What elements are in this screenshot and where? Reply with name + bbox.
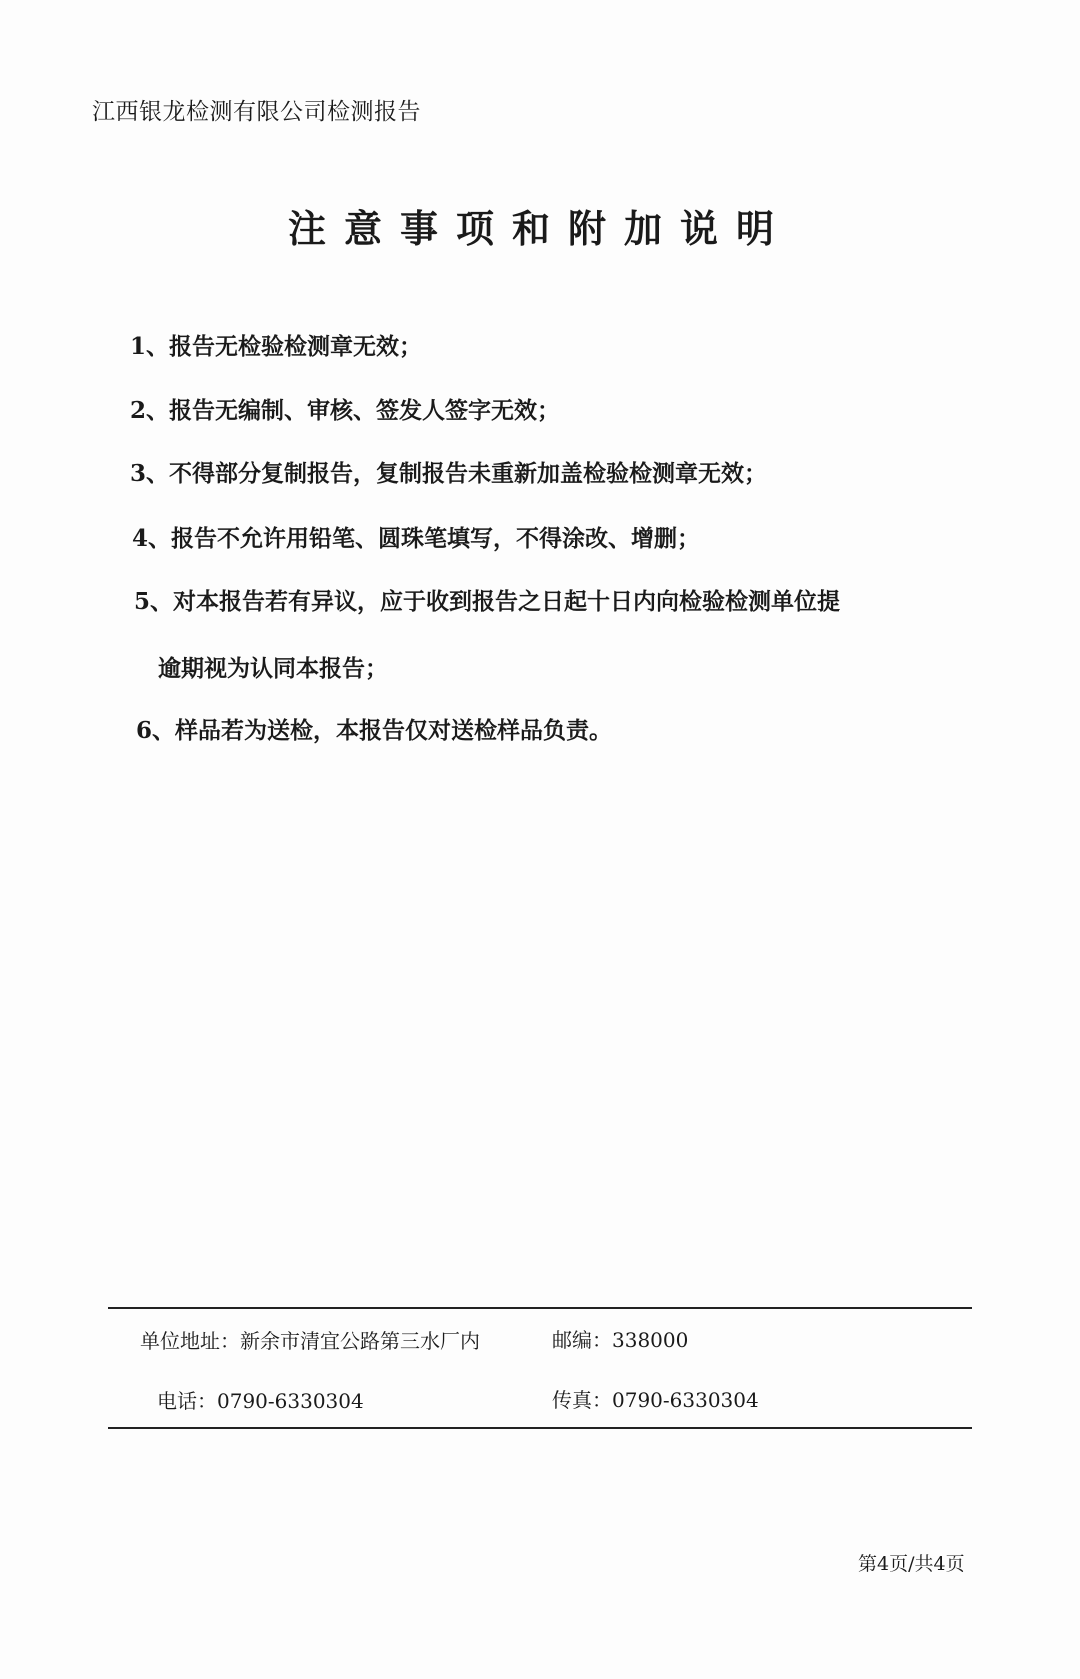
page-number: 第4页/共4页 <box>858 1553 965 1575</box>
footer-address: 单位地址：新余市清宜公路第三水厂内 <box>140 1329 480 1353</box>
note-item-continuation: 逾期视为认同本报告； <box>158 655 388 682</box>
footer-divider-bottom <box>108 1427 972 1429</box>
note-item: 4、报告不允许用铅笔、圆珠笔填写，不得涂改、增删； <box>132 525 701 552</box>
page-title: 注意事项和附加说明 <box>287 206 792 251</box>
note-item: 3、不得部分复制报告，复制报告未重新加盖检验检测章无效； <box>130 460 768 487</box>
report-header: 江西银龙检测有限公司检测报告 <box>92 99 421 125</box>
note-item: 5、对本报告若有异议，应于收到报告之日起十日内向检验检测单位提 <box>134 588 841 615</box>
footer-fax: 传真：0790-6330304 <box>552 1388 759 1412</box>
footer-telephone: 电话：0790-6330304 <box>157 1389 364 1413</box>
footer-divider-top <box>108 1307 972 1309</box>
note-item: 1、报告无检验检测章无效； <box>130 333 423 360</box>
footer-postcode: 邮编：338000 <box>552 1328 689 1352</box>
note-item: 2、报告无编制、审核、签发人签字无效； <box>130 397 561 424</box>
note-item: 6、样品若为送检，本报告仅对送检样品负责。 <box>136 717 613 744</box>
